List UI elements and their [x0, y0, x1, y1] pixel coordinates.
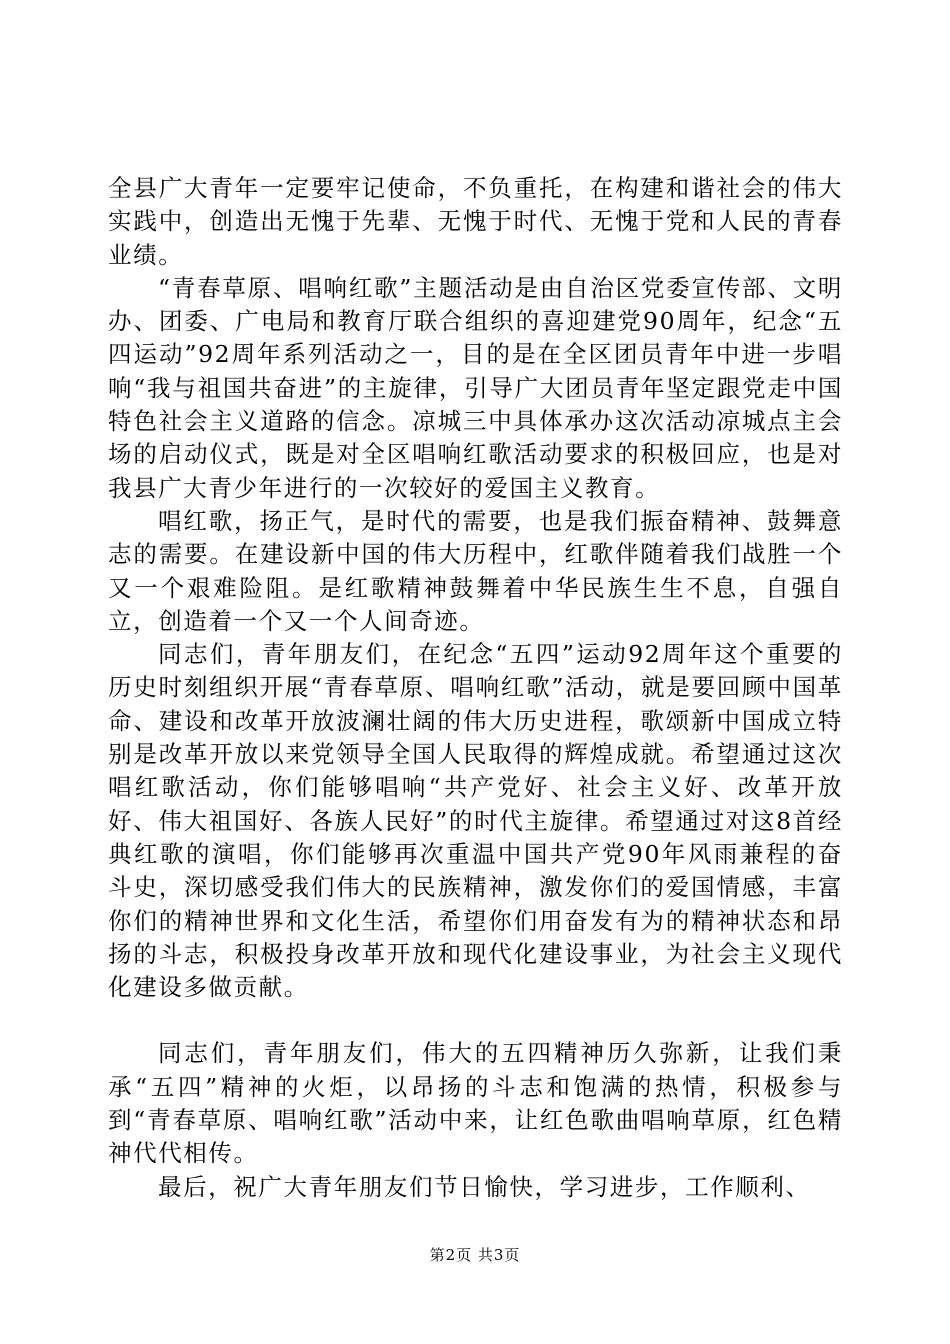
paragraph-may-fourth: 同志们，青年朋友们，在纪念“五四”运动92周年这个重要的历史时刻组织开展“青春草原、唱响红歌”活动，就是要回顾中国革命、建设和改革开放波澜壮阔的伟大历史进程，歌颂新中国成立特别是改革开放以来党领导全国人民取得的辉煌成就。希望通过这次唱红歌活动，你们能够唱响“共产党好、社会主义好、改革开放好、伟大祖国好、各族人民好”的时代主旋律。希望通过对这8首经典红歌的演唱，你们能够再次重温中国共产党90年风雨兼程的奋斗史，深切感受我们伟大的民族精神，激发你们的爱国情感，丰富你们的精神世界和文化生活，希望你们用奋发有为的精神状态和昂扬的斗志，积极投身改革开放和现代化建设事业，为社会主义现代化建设多做贡献。 [108, 640, 843, 1002]
page-footer: 第2页 共3页 [429, 1246, 521, 1264]
paragraph-closing: 最后，祝广大青年朋友们节日愉快，学习进步，工作顺利、 [158, 1172, 811, 1201]
paragraph-red-songs: 唱红歌，扬正气，是时代的需要，也是我们振奋精神、鼓舞意志的需要。在建设新中国的伟大历程中，红歌伴随着我们战胜一个又一个艰难险阻。是红歌精神鼓舞着中华民族生生不息，自强自立，创造着一个又一个人间奇迹。 [108, 506, 843, 635]
document-body [108, 172, 843, 1204]
paragraph-spirit: 同志们，青年朋友们，伟大的五四精神历久弥新，让我们秉承“五四”精神的火炬，以昂扬的斗志和饱满的热情，积极参与到“青春草原、唱响红歌”活动中来，让红色歌曲唱响草原，红色精神代代相传。 [108, 1039, 843, 1168]
paragraph-continuation: 全县广大青年一定要牢记使命，不负重托，在构建和谐社会的伟大实践中，创造出无愧于先辈、无愧于时代、无愧于党和人民的青春业绩。 [108, 174, 843, 269]
paragraph-activity-intro: “青春草原、唱响红歌”主题活动是由自治区党委宣传部、文明办、团委、广电局和教育厅联合组织的喜迎建党90周年，纪念“五四运动”92周年系列活动之一，目的是在全区团员青年中进一步唱响“我与祖国共奋进”的主旋律，引导广大团员青年坚定跟党走中国特色社会主义道路的信念。凉城三中具体承办这次活动凉城点主会场的启动仪式，既是对全区唱响红歌活动要求的积极回应，也是对我县广大青少年进行的一次较好的爱国主义教育。 [108, 273, 843, 502]
